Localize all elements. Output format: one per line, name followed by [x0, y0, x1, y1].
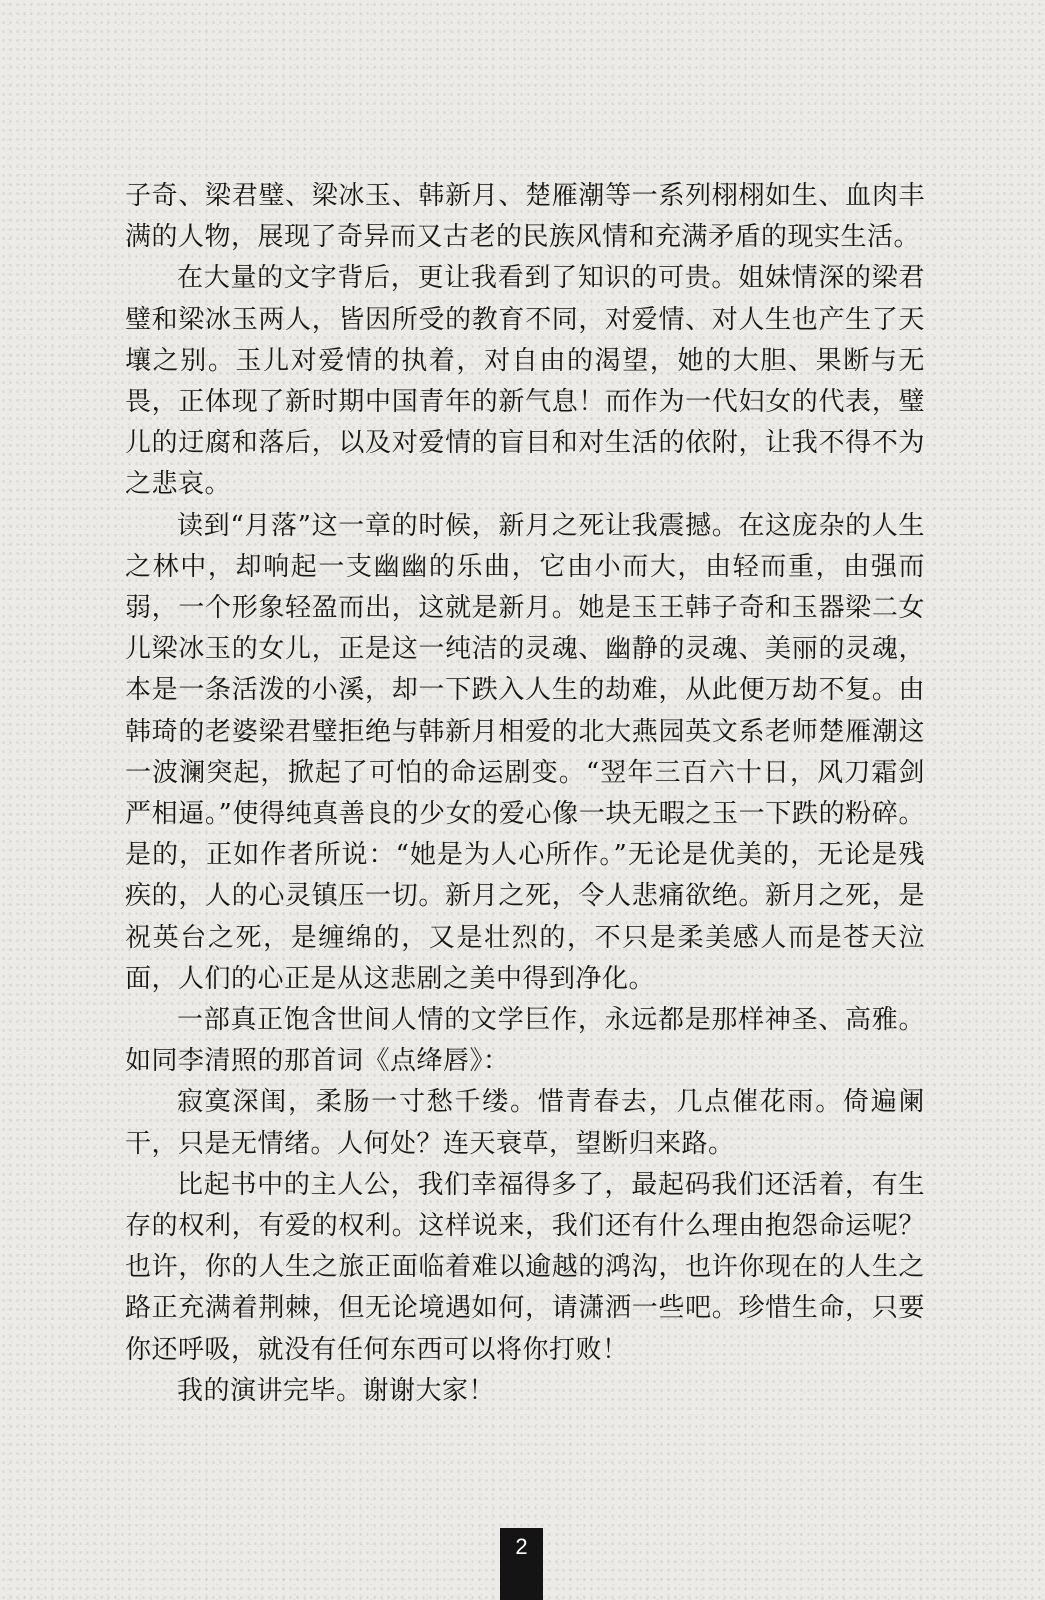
- page-body: [125, 176, 925, 1412]
- paragraph-literary-work: 一部真正饱含世间人情的文学巨作，永远都是那样神圣、高雅。如同李清照的那首词《点绛唇》：: [125, 1005, 925, 1077]
- page-number: 2: [500, 1528, 543, 1600]
- paragraph-continued: 子奇、梁君璧、梁冰玉、韩新月、楚雁潮等一系列栩栩如生、血肉丰满的人物，展现了奇异而又古老的民族风情和充满矛盾的现实生活。: [125, 181, 925, 253]
- paragraph-closing: 我的演讲完毕。谢谢大家！: [177, 1375, 496, 1406]
- paragraph-knowledge: 在大量的文字背后，更让我看到了知识的可贵。姐妹情深的梁君璧和梁冰玉两人，皆因所受的教育不同，对爱情、对人生也产生了天壤之别。玉儿对爱情的执着，对自由的渴望，她的大胆、果断与无畏，正体现了新时期中国青年的新气息！而作为一代妇女的代表，璧儿的迂腐和落后，以及对爱情的盲目和对生活的依附，让我不得不为之悲哀。: [125, 263, 925, 500]
- paragraph-moon-fall: 读到“月落”这一章的时候，新月之死让我震撼。在这庞杂的人生之林中，却响起一支幽幽的乐曲，它由小而大，由轻而重，由强而弱，一个形象轻盈而出，这就是新月。她是玉王韩子奇和玉器梁二女儿梁冰玉的女儿，正是这一纯洁的灵魂、幽静的灵魂、美丽的灵魂，本是一条活泼的小溪，却一下跌入人生的劫难，从此便万劫不复。由韩琦的老婆梁君璧拒绝与韩新月相爱的北大燕园英文系老师楚雁潮这一波澜突起，掀起了可怕的命运剧变。“翌年三百六十日，风刀霜剑严相逼。”使得纯真善良的少女的爱心像一块无暇之玉一下跌的粉碎。是的，正如作者所说：“她是为人心所作。”无论是优美的，无论是残疾的，人的心灵镇压一切。新月之死，令人悲痛欲绝。新月之死，是祝英台之死，是缠绵的，又是壮烈的，不只是柔美感人而是苍天泣面，人们的心正是从这悲剧之美中得到净化。: [125, 510, 925, 994]
- paragraph-poem: 寂寞深闺，柔肠一寸愁千缕。惜青春去，几点催花雨。倚遍阑干，只是无情绪。人何处？连天衰草，望断归来路。: [125, 1087, 925, 1159]
- paragraph-conclusion: 比起书中的主人公，我们幸福得多了，最起码我们还活着，有生存的权利，有爱的权利。这样说来，我们还有什么理由抱怨命运呢？也许，你的人生之旅正面临着难以逾越的鸿沟，也许你现在的人生之路正充满着荆棘，但无论境遇如何，请潇洒一些吧。珍惜生命，只要你还呼吸，就没有任何东西可以将你打败！: [125, 1169, 925, 1365]
